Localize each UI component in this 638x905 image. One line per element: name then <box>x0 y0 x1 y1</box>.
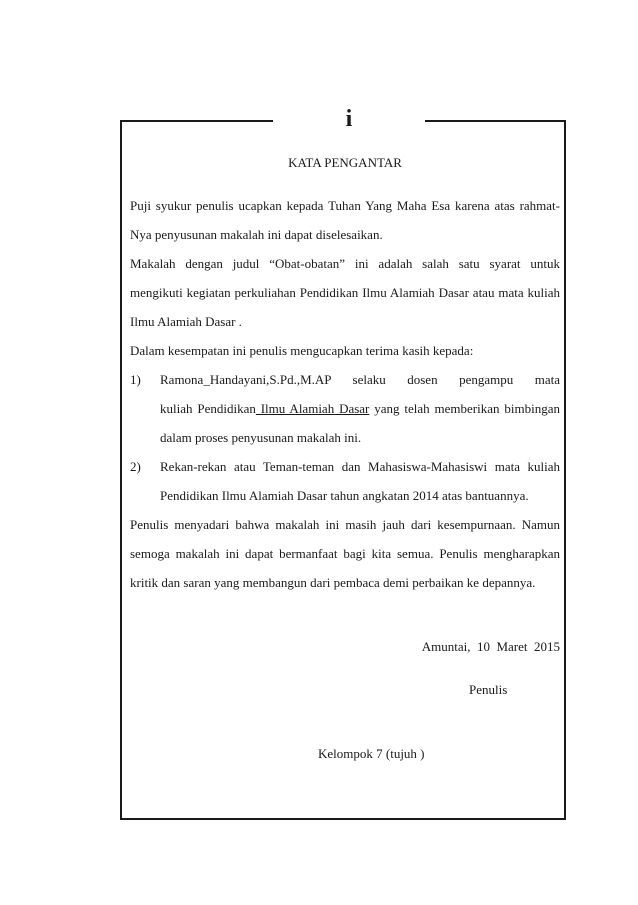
paragraph-2-line-1: Makalah dengan judul “Obat-obatan” ini adalah salah satu syarat untuk <box>130 256 560 271</box>
list-item <box>130 365 560 452</box>
list-item-1-line-2-after: yang telah memberikan bimbingan <box>369 401 560 416</box>
list-item-1-line-2-before: kuliah Pendidikan <box>160 401 256 416</box>
underlined-course-name: Ilmu Alamiah Dasar <box>255 401 370 416</box>
place-date: Amuntai, 10 Maret 2015 <box>421 639 560 654</box>
paragraph-1-line-1: Puji syukur penulis ucapkan kepada Tuhan Yang Maha Esa karena atas rahmat- <box>130 198 560 213</box>
paragraph-3: Dalam kesempatan ini penulis mengucapkan terima kasih kepada: <box>130 343 474 358</box>
list-item <box>130 452 560 510</box>
document-body <box>130 148 560 768</box>
list-item-1-line-3: dalam proses penyusunan makalah ini. <box>160 430 362 445</box>
list-body <box>160 365 560 452</box>
document-title: KATA PENGANTAR <box>288 155 402 170</box>
list-item-1-line-2 <box>160 394 560 423</box>
paragraph-4-line-3: kritik dan saran yang membangun dari pembaca demi perbaikan ke depannya. <box>130 575 536 590</box>
list-item-1-line-1: Ramona_Handayani,S.Pd.,M.AP selaku dosen pengampu mata <box>160 372 560 387</box>
paragraph-2-line-3: Ilmu Alamiah Dasar . <box>130 314 242 329</box>
list-body <box>160 452 560 510</box>
paragraph-4-line-1: Penulis menyadari bahwa makalah ini masih jauh dari kesempurnaan. Namun <box>130 517 560 532</box>
list-item-2-line-2: Pendidikan Ilmu Alamiah Dasar tahun angkatan 2014 atas bantuannya. <box>160 488 529 503</box>
list-item-2-line-1: Rekan-rekan atau Teman-teman dan Mahasiswa-Mahasiswi mata kuliah <box>160 459 560 474</box>
list-number: 1) <box>130 372 141 387</box>
group-name: Kelompok 7 (tujuh ) <box>318 746 425 761</box>
signer: Penulis <box>469 682 508 697</box>
paragraph-4-line-2: semoga makalah ini dapat bermanfaat bagi kita semua. Penulis mengharapkan <box>130 546 560 561</box>
page-number: i <box>273 104 425 134</box>
paragraph-1-line-2: Nya penyusunan makalah ini dapat diselesaikan. <box>130 227 383 242</box>
paragraph-2-line-2: mengikuti kegiatan perkuliahan Pendidikan Ilmu Alamiah Dasar atau mata kuliah <box>130 285 560 300</box>
list-number: 2) <box>130 459 141 474</box>
